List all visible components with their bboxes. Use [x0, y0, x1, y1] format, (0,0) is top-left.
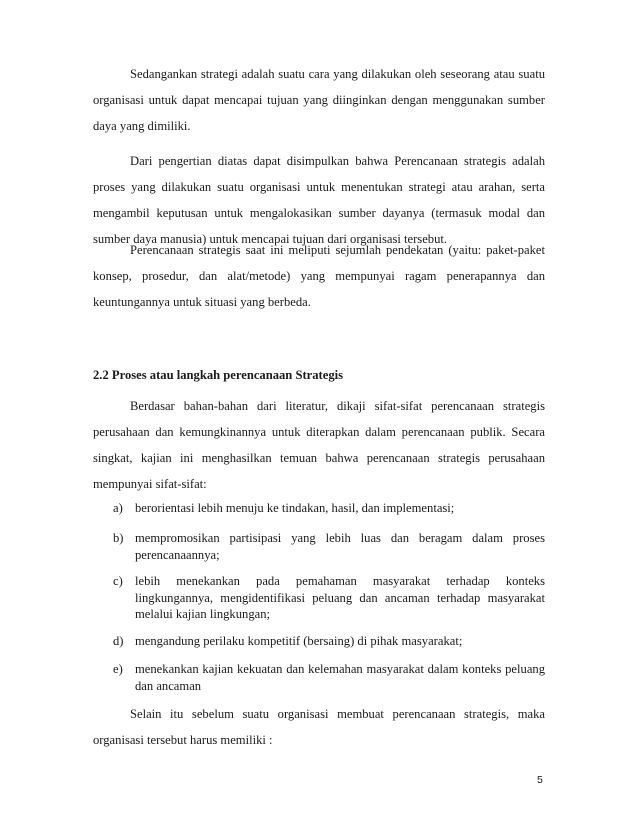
list-marker: d) — [113, 634, 124, 648]
paragraph-strategic-planning-approaches: Perencanaan strategis saat ini meliputi sejumlah pendekatan (yaitu: paket-paket konsep, prosedur, dan alat/metode) yang mempunyai ragam penerapannya dan keuntungannya untuk situasi yang berbeda. — [93, 243, 545, 309]
paragraph-strategy-definition: Sedangankan strategi adalah suatu cara yang dilakukan oleh seseorang atau suatu organisasi untuk dapat mencapai tujuan yang diinginkan dengan menggunakan sumber daya yang dimiliki. — [93, 67, 545, 133]
list-marker: e) — [113, 662, 123, 676]
list-item-text: mempromosikan partisipasi yang lebih luas dan beragam dalam proses perencanaannya; — [135, 531, 545, 562]
list-item-text: lebih menekankan pada pemahaman masyarakat terhadap konteks lingkungannya, mengidentifikasi peluang dan ancaman terhadap masyarakat melalui kajian lingkungan; — [135, 574, 545, 621]
list-item-text: menekankan kajian kekuatan dan kelemahan masyarakat dalam konteks peluang dan ancaman — [135, 662, 545, 693]
paragraph-strategic-planning-conclusion: Dari pengertian diatas dapat disimpulkan bahwa Perencanaan strategis adalah proses yang dilakukan suatu organisasi untuk menentukan strategi atau arahan, serta mengambil keputusan untuk mengalokasikan sumber dayanya (termasuk modal dan sumber daya manusia) untuk mencapai tujuan dari organisasi tersebut. — [93, 154, 545, 246]
list-item-text: berorientasi lebih menuju ke tindakan, hasil, dan implementasi; — [135, 501, 455, 515]
paragraph-closing: Selain itu sebelum suatu organisasi membuat perencanaan strategis, maka organisasi tersebut harus memiliki : — [93, 707, 545, 747]
list-marker: b) — [113, 531, 124, 545]
list-item-text: mengandung perilaku kompetitif (bersaing) di pihak masyarakat; — [135, 634, 463, 648]
list-marker: c) — [113, 574, 123, 588]
page-number: 5 — [537, 774, 543, 786]
section-heading: 2.2 Proses atau langkah perencanaan Strategis — [93, 368, 344, 382]
list-marker: a) — [113, 501, 123, 515]
paragraph-section-intro: Berdasar bahan-bahan dari literatur, dikaji sifat-sifat perencanaan strategis perusahaan dan kemungkinannya untuk diterapkan dalam perencanaan publik. Secara singkat, kajian ini menghasilkan temuan bahwa perencanaan strategis perusahaan mempunyai sifat-sifat: — [93, 399, 545, 491]
